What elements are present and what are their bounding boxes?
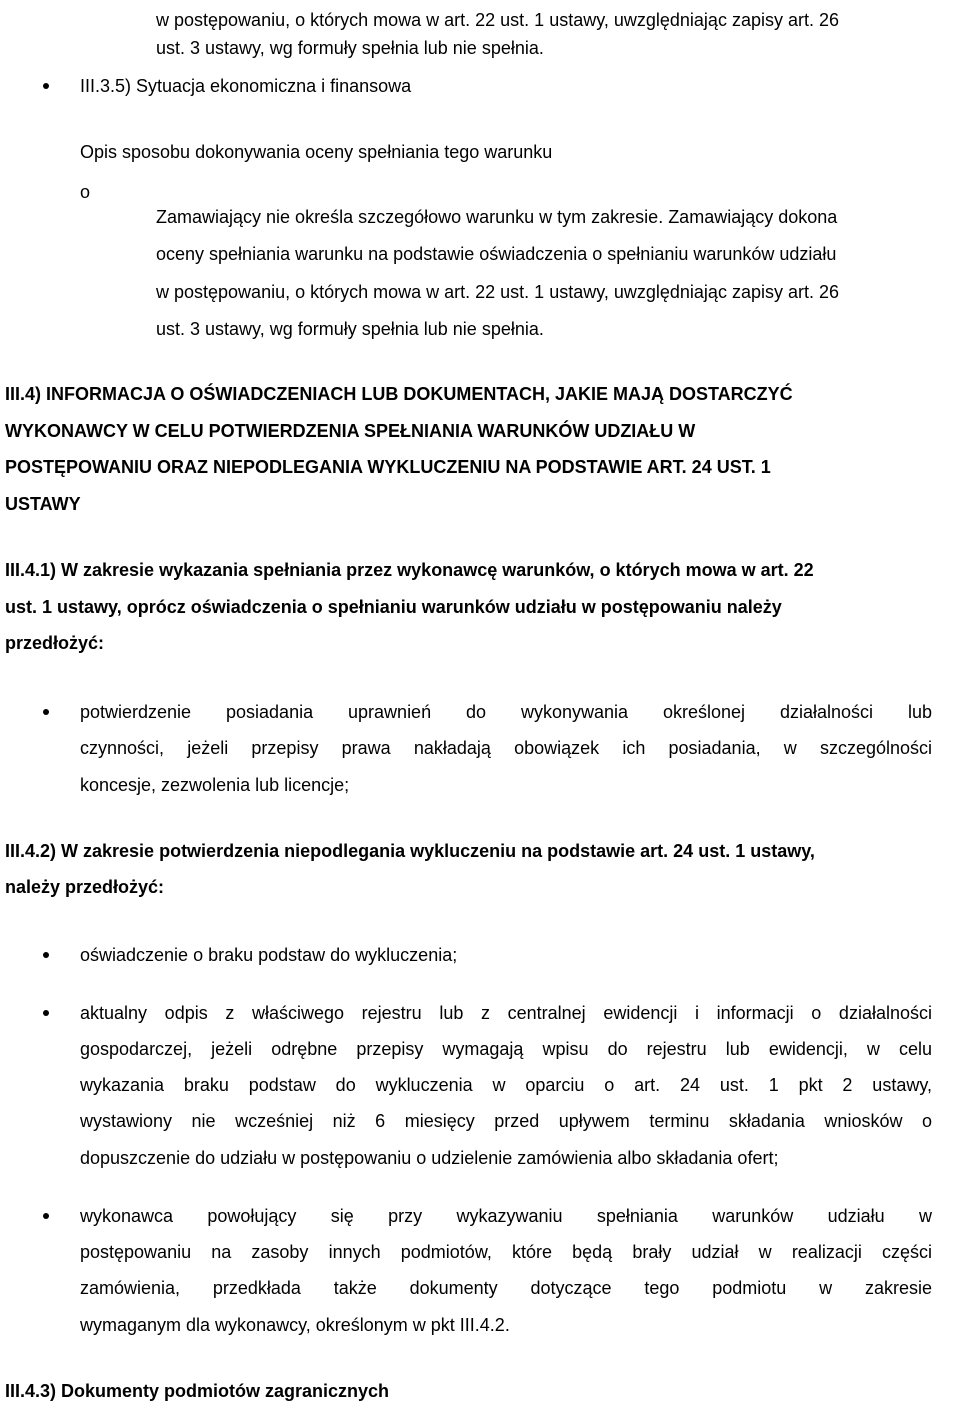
list-item-line: potwierdzenie posiadania uprawnień do wykonywania określonej działalności lub <box>80 702 932 722</box>
section-heading-III-4: USTAWY <box>5 494 81 514</box>
circle-bullet-icon: o <box>80 182 91 202</box>
continuation-line-1: w postępowaniu, o których mowa w art. 22 ust. 1 ustawy, uwzględniając zapisy art. 26 <box>156 10 839 30</box>
list-item-line: zamówienia, przedkłada także dokumenty dotyczące tego podmiotu w zakresie <box>80 1278 932 1298</box>
section-heading-III-3-5: III.3.5) Sytuacja ekonomiczna i finansowa <box>80 76 412 96</box>
paragraph-line: ust. 3 ustawy, wg formuły spełnia lub nie spełnia. <box>156 319 544 339</box>
section-heading-III-4: POSTĘPOWANIU ORAZ NIEPODLEGANIA WYKLUCZENIU NA PODSTAWIE ART. 24 UST. 1 <box>5 457 771 477</box>
list-item-line: postępowaniu na zasoby innych podmiotów, które będą brały udział w realizacji części <box>80 1242 932 1262</box>
list-item-line: dopuszczenie do udziału w postępowaniu o udzielenie zamówienia albo składania ofert; <box>80 1148 779 1168</box>
list-item-line: wykonawca powołujący się przy wykazywaniu spełniania warunków udziału w <box>80 1206 932 1226</box>
bullet-icon <box>43 83 49 89</box>
list-item-line: gospodarczej, jeżeli odrębne przepisy wymagają wpisu do rejestru lub ewidencji, w celu <box>80 1039 932 1059</box>
section-subheading: Opis sposobu dokonywania oceny spełniania tego warunku <box>80 142 553 162</box>
list-item-line: wystawiony nie wcześniej niż 6 miesięcy przed upływem terminu składania wniosków o <box>80 1111 932 1131</box>
continuation-line-2: ust. 3 ustawy, wg formuły spełnia lub nie spełnia. <box>156 38 544 58</box>
paragraph-line: w postępowaniu, o których mowa w art. 22 ust. 1 ustawy, uwzględniając zapisy art. 26 <box>156 282 839 302</box>
list-item-line: koncesje, zezwolenia lub licencje; <box>80 775 350 795</box>
list-item-line: czynności, jeżeli przepisy prawa nakładają obowiązek ich posiadania, w szczególności <box>80 738 932 758</box>
paragraph-line: Zamawiający nie określa szczegółowo warunku w tym zakresie. Zamawiający dokona <box>156 207 838 227</box>
list-item-line: aktualny odpis z właściwego rejestru lub z centralnej ewidencji i informacji o działalności <box>80 1003 932 1023</box>
section-heading-III-4-2: należy przedłożyć: <box>5 877 165 897</box>
section-heading-III-4: WYKONAWCY W CELU POTWIERDZENIA SPEŁNIANIA WARUNKÓW UDZIAŁU W <box>5 421 696 441</box>
section-heading-III-4-1: ust. 1 ustawy, oprócz oświadczenia o spełnianiu warunków udziału w postępowaniu należy <box>5 597 782 617</box>
list-item-line: wymaganym dla wykonawcy, określonym w pkt III.4.2. <box>80 1315 510 1335</box>
section-heading-III-4-1: przedłożyć: <box>5 633 105 653</box>
section-heading-III-4-2: III.4.2) W zakresie potwierdzenia niepodlegania wykluczeniu na podstawie art. 24 ust. 1 ustawy, <box>5 841 815 861</box>
bullet-icon <box>43 1213 49 1219</box>
section-heading-III-4-1: III.4.1) W zakresie wykazania spełniania przez wykonawcę warunków, o których mowa w art. 22 <box>5 560 814 580</box>
bullet-icon <box>43 952 49 958</box>
section-heading-III-4-3: III.4.3) Dokumenty podmiotów zagranicznych <box>5 1381 390 1401</box>
bullet-icon <box>43 709 49 715</box>
paragraph-line: oceny spełniania warunku na podstawie oświadczenia o spełnianiu warunków udziału <box>156 244 837 264</box>
list-item-line: wykazania braku podstaw do wykluczenia w oparciu o art. 24 ust. 1 pkt 2 ustawy, <box>80 1075 932 1095</box>
bullet-icon <box>43 1010 49 1016</box>
section-heading-III-4: III.4) INFORMACJA O OŚWIADCZENIACH LUB DOKUMENTACH, JAKIE MAJĄ DOSTARCZYĆ <box>5 384 793 404</box>
list-item-line: oświadczenie o braku podstaw do wykluczenia; <box>80 945 458 965</box>
